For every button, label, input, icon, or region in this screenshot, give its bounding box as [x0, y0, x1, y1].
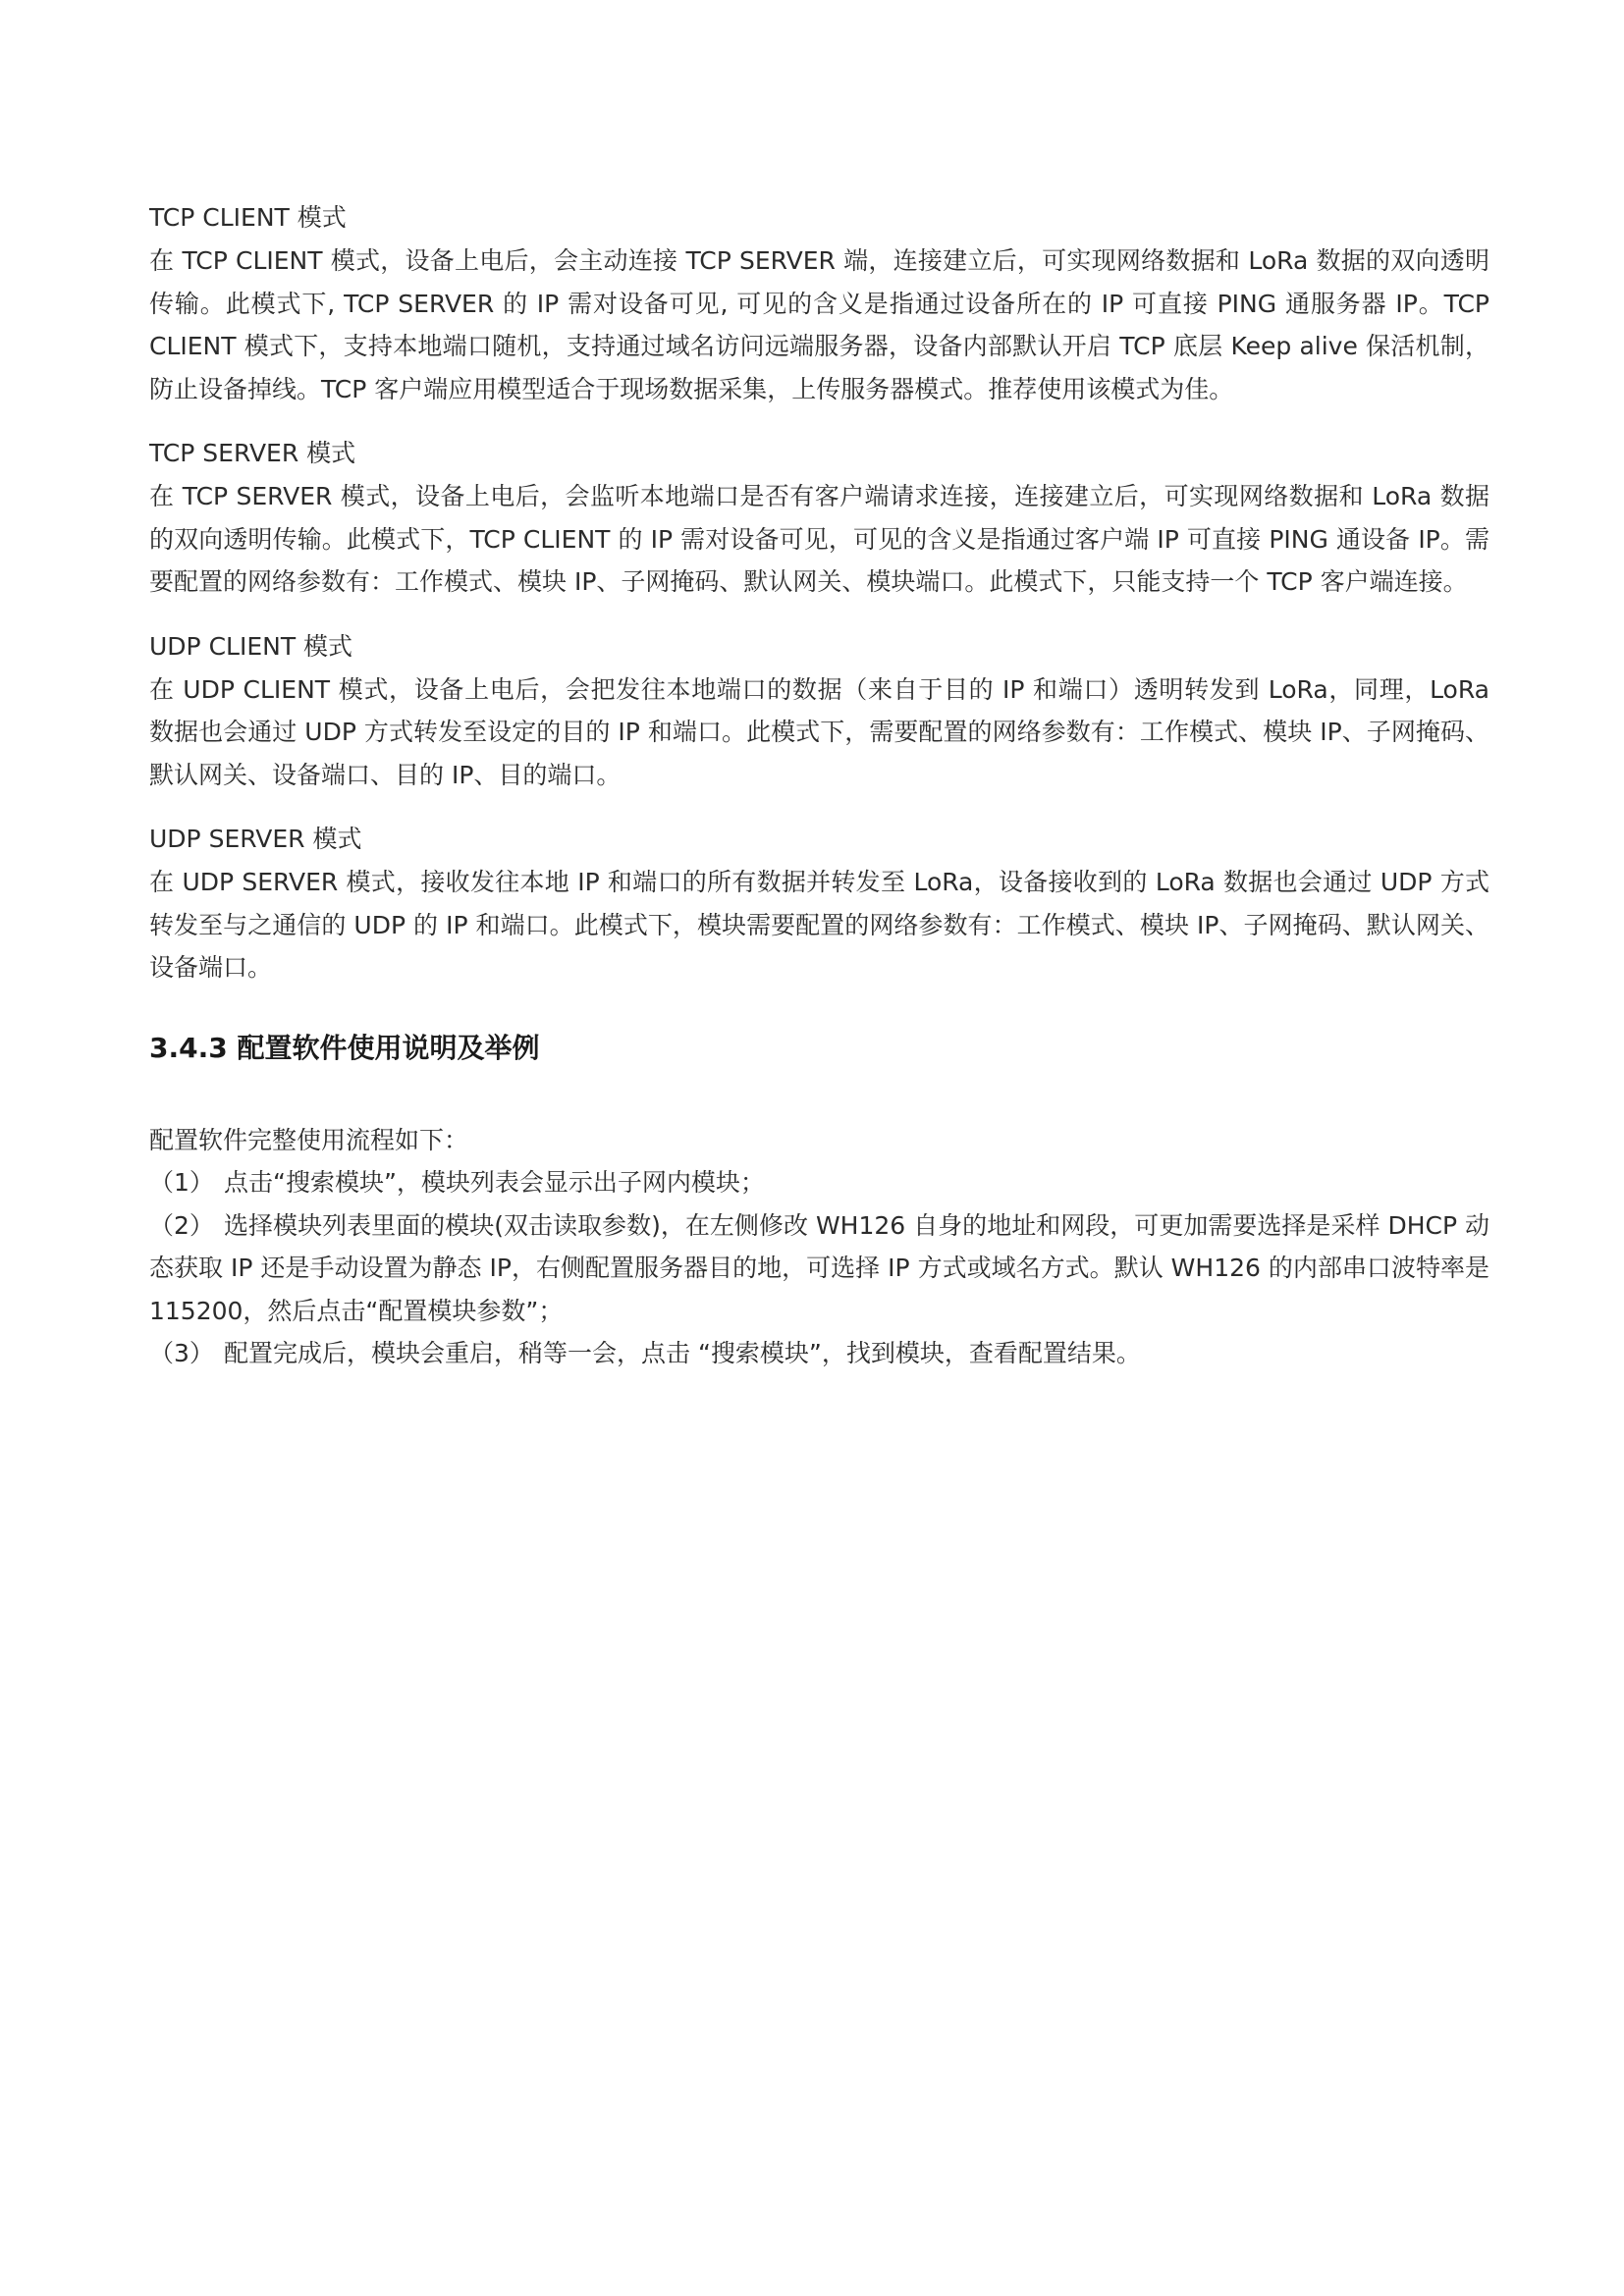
tcp-client-title: TCP CLIENT 模式	[149, 203, 347, 232]
step-text: 点击“搜索模块”，模块列表会显示出子网内模块；	[224, 1168, 765, 1197]
tcp-server-paragraph: 在 TCP SERVER 模式，设备上电后，会监听本地端口是否有客户端请求连接，连接建立后，可实现网络数据和 LoRa 数据的双向透明传输。此模式下，TCP CLIENT 的 IP 需对设备可见，可见的含义是指通过客户端 IP 可直接 PING 通设备 IP。需要配置的网络参数有：工作模式、模块 IP、子网掩码、默认网关、模块端口。此模式下，只能支持一个 TCP 客户端连接。	[149, 482, 1489, 596]
step-number: （1）	[149, 1168, 214, 1197]
udp-client-title: UDP CLIENT 模式	[149, 631, 353, 661]
tcp-server-title: TCP SERVER 模式	[149, 439, 356, 467]
step-number: （2）	[149, 1210, 214, 1240]
tcp-client-section	[149, 196, 1489, 410]
udp-client-paragraph: 在 UDP CLIENT 模式，设备上电后，会把发往本地端口的数据（来自于目的 IP 和端口）透明转发到 LoRa，同理，LoRa 数据也会通过 UDP 方式转发至设定的目的 IP 和端口。此模式下，需要配置的网络参数有：工作模式、模块 IP、子网掩码、默认网关、设备端口、目的 IP、目的端口。	[149, 674, 1489, 789]
section-heading: 3.4.3 配置软件使用说明及举例	[149, 1031, 540, 1064]
udp-server-section	[149, 818, 1489, 989]
step-item	[149, 1161, 1489, 1204]
udp-server-paragraph: 在 UDP SERVER 模式，接收发往本地 IP 和端口的所有数据并转发至 LoRa，设备接收到的 LoRa 数据也会通过 UDP 方式转发至与之通信的 UDP 的 IP 和端口。此模式下，模块需要配置的网络参数有：工作模式、模块 IP、子网掩码、默认网关、设备端口。	[149, 868, 1489, 982]
udp-client-section	[149, 625, 1489, 797]
step-text: 选择模块列表里面的模块(双击读取参数)，在左侧修改 WH126 自身的地址和网段，可更加需要选择是采样 DHCP 动态获取 IP 还是手动设置为静态 IP，右侧配置服务器目的地，可选择 IP 方式或域名方式。默认 WH126 的内部串口波特率是 115200，然后点击“配置模块参数”；	[149, 1210, 1489, 1325]
document-page	[149, 196, 1489, 1375]
tcp-server-section	[149, 432, 1489, 604]
step-number: （3）	[149, 1339, 214, 1367]
step-item	[149, 1332, 1489, 1375]
tcp-client-paragraph: 在 TCP CLIENT 模式，设备上电后，会主动连接 TCP SERVER 端，连接建立后，可实现网络数据和 LoRa 数据的双向透明传输。此模式下, TCP SERVER 的 IP 需对设备可见, 可见的含义是指通过设备所在的 IP 可直接 PING 通服务器 IP。TCP CLIENT 模式下，支持本地端口随机，支持通过域名访问远端服务器，设备内部默认开启 TCP 底层 Keep alive 保活机制，防止设备掉线。TCP 客户端应用模型适合于现场数据采集，上传服务器模式。推荐使用该模式为佳。	[149, 246, 1489, 403]
step-item	[149, 1204, 1489, 1333]
udp-server-title: UDP SERVER 模式	[149, 825, 362, 853]
intro-text: 配置软件完整使用流程如下：	[149, 1125, 469, 1154]
step-text: 配置完成后，模块会重启，稍等一会，点击 “搜索模块”，找到模块，查看配置结果。	[224, 1339, 1141, 1367]
